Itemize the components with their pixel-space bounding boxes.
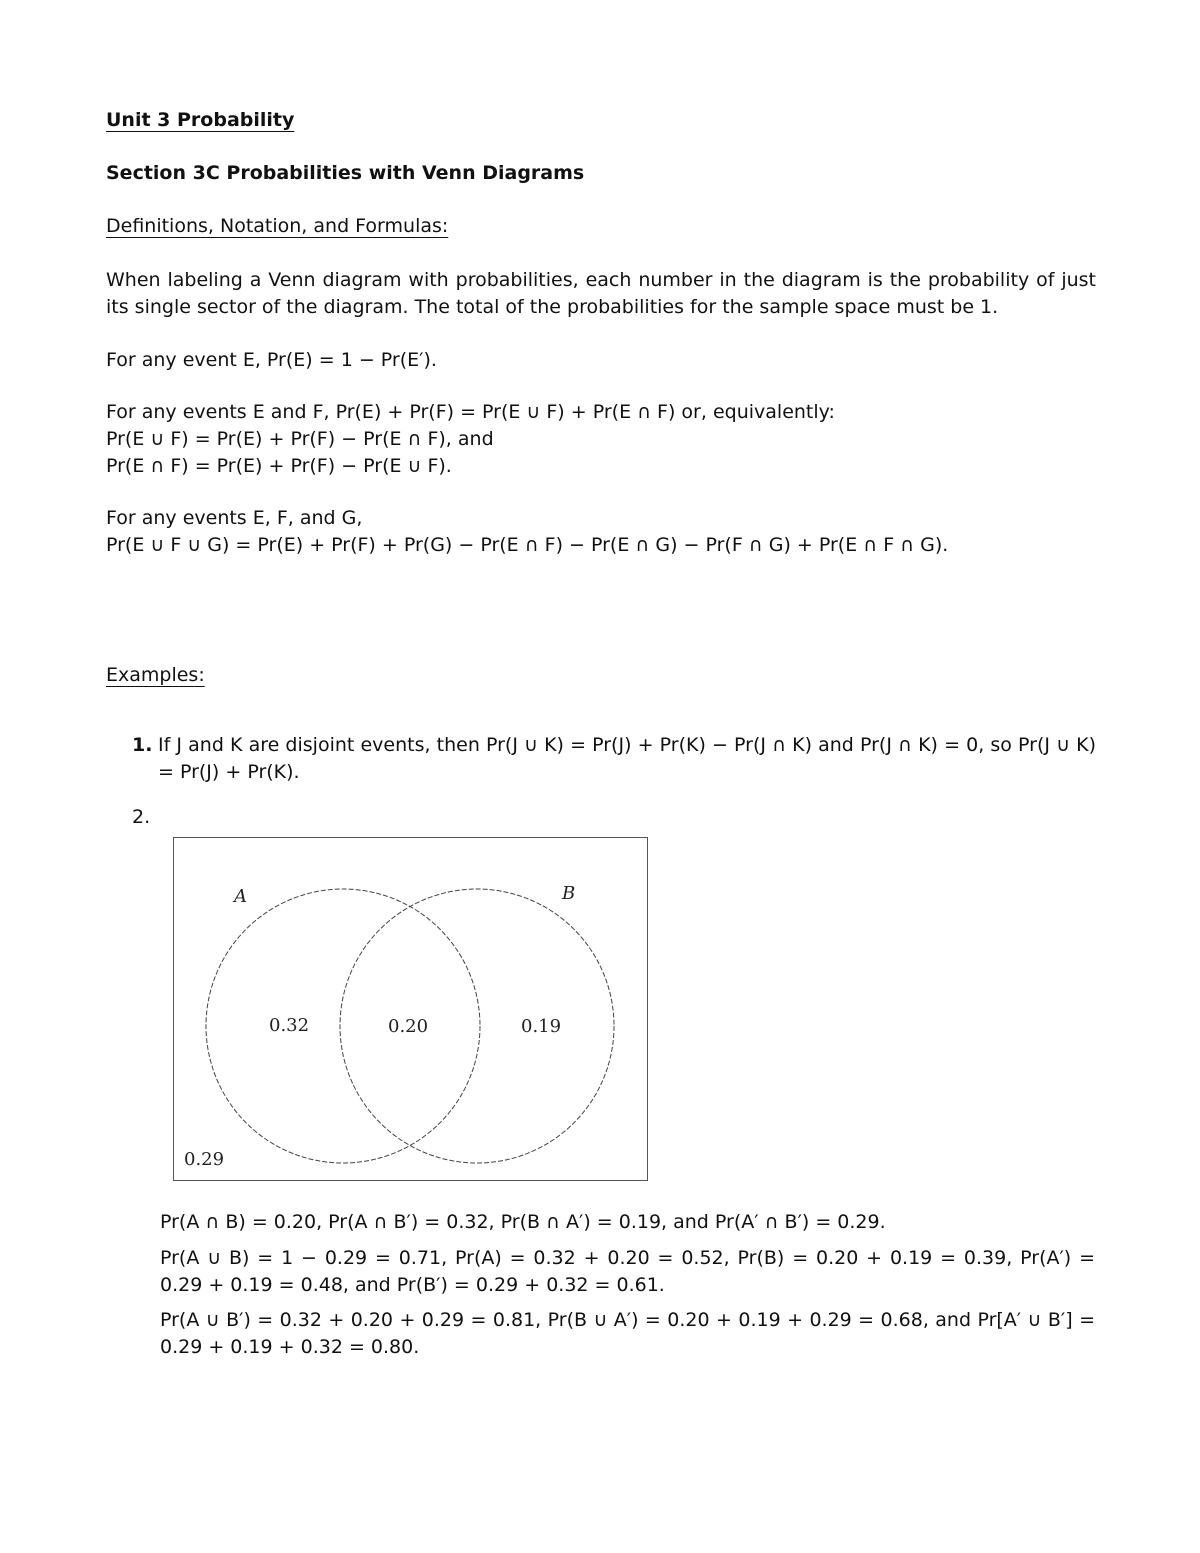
two-events-line-1: For any events E and F, Pr(E) + Pr(F) = Pr(E ∪ F) + Pr(E ∩ F) or, equivalently: <box>106 401 835 423</box>
two-events-line-3: Pr(E ∩ F) = Pr(E) + Pr(F) − Pr(E ∪ F). <box>106 455 452 477</box>
definitions-intro: When labeling a Venn diagram with probabilities, each number in the diagram is the probability of just its single sector of the diagram. The total of the probabilities for the sample space must be 1. <box>106 269 1096 318</box>
region-intersection-value: 0.20 <box>388 1016 429 1037</box>
result-line-1: Pr(A ∩ B) = 0.20, Pr(A ∩ B′) = 0.32, Pr(B ∩ A′) = 0.19, and Pr(A′ ∩ B′) = 0.29. <box>160 1211 886 1233</box>
example-1-number: 1. <box>132 734 153 756</box>
example-1-text: If J and K are disjoint events, then Pr(J ∪ K) = Pr(J) + Pr(K) − Pr(J ∩ K) and Pr(J ∩ K) = 0, so Pr(J ∪ K) = Pr(J) + Pr(K). <box>158 734 1096 783</box>
examples-heading: Examples: <box>106 664 205 686</box>
section-title: Section 3C Probabilities with Venn Diagrams <box>106 162 585 184</box>
circle-a-label: A <box>234 886 247 907</box>
circle-b <box>340 889 614 1163</box>
example-1 <box>132 732 1096 786</box>
circle-a <box>206 889 480 1163</box>
unit-title: Unit 3 Probability <box>106 109 295 131</box>
region-only-a-value: 0.32 <box>269 1015 310 1036</box>
complement-rule: For any event E, Pr(E) = 1 − Pr(E′). <box>106 349 437 371</box>
definitions-heading: Definitions, Notation, and Formulas: <box>106 215 449 237</box>
circle-b-label: B <box>562 883 576 904</box>
region-neither-value: 0.29 <box>184 1149 225 1170</box>
two-events-line-2: Pr(E ∪ F) = Pr(E) + Pr(F) − Pr(E ∩ F), and <box>106 428 494 450</box>
three-events-line-2: Pr(E ∪ F ∪ G) = Pr(E) + Pr(F) + Pr(G) − Pr(E ∩ F) − Pr(E ∩ G) − Pr(F ∩ G) + Pr(E ∩ F ∩ G). <box>106 534 949 556</box>
result-line-2: Pr(A ∪ B) = 1 − 0.29 = 0.71, Pr(A) = 0.32 + 0.20 = 0.52, Pr(B) = 0.20 + 0.19 = 0.39, Pr(A′) = 0.29 + 0.19 = 0.48, and Pr(B′) = 0.29 + 0.32 = 0.61. <box>160 1247 1095 1296</box>
example-2-number: 2. <box>132 806 151 828</box>
venn-diagram <box>173 837 649 1183</box>
three-events-line-1: For any events E, F, and G, <box>106 507 363 529</box>
region-only-b-value: 0.19 <box>521 1016 562 1037</box>
result-line-3: Pr(A ∪ B′) = 0.32 + 0.20 + 0.29 = 0.81, Pr(B ∪ A′) = 0.20 + 0.19 + 0.29 = 0.68, and Pr[A′ ∪ B′] = 0.29 + 0.19 + 0.32 = 0.80. <box>160 1309 1095 1358</box>
